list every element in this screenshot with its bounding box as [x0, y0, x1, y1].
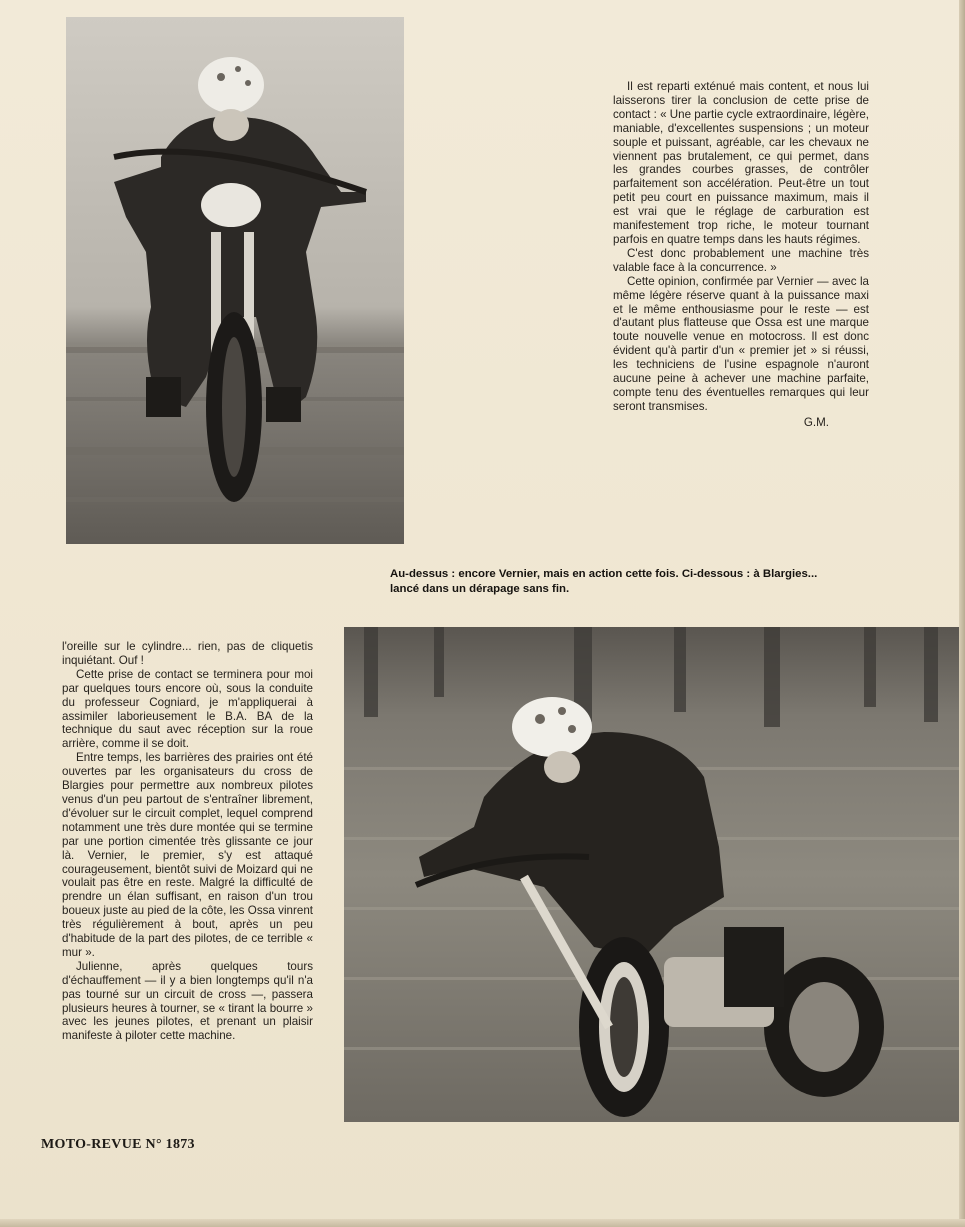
photo-rider-front-image	[66, 17, 404, 544]
article-paragraph: Cette opinion, confirmée par Vernier — avec la même légère réserve quant à la puissance maxi et le même enthousiasme pour le reste — est d'autant plus flatteuse que Ossa est une marque toute nouvelle venue en motocross. Il est donc évident qu'à partir d'un « premier jet » si réussi, les techniciens de l'usine espagnole n'auront aucune peine à achever une machine parfaite, compte tenu des éventuelles remarques qui leur seront transmises.	[613, 274, 869, 413]
photo-rider-slide	[344, 627, 961, 1122]
article-paragraph: l'oreille sur le cylindre... rien, pas de cliquetis inquiétant. Ouf !	[62, 640, 313, 667]
page-footer: MOTO-REVUE N° 1873	[41, 1137, 195, 1152]
photo-rider-front	[66, 17, 404, 544]
article-column-left	[62, 640, 313, 1043]
author-signature: G.M.	[803, 415, 829, 429]
page-edge-bottom	[0, 1219, 965, 1227]
article-paragraph: Entre temps, les barrières des prairies ont été ouvertes par les organisateurs du cross de Blargies pour permettre aux nombreux pilotes venus d'un peu partout de s'entraîner librement, d'évoluer sur le circuit complet, lequel comprend notamment une très dure montée qui se termine par une portion cimentée très glissante ce jour là. Vernier, le premier, s'y est attaqué courageusement, bientôt suivi de Moizard qui ne voulait pas être en reste. Malgré la difficulté de prendre un élan suffisant, en raison d'un trou boueux juste au pied de la côte, les Ossa vinrent très régulièrement à bout, après un peu d'habitude de la part des pilotes, de ce terrible « mur ».	[62, 751, 313, 959]
photo-rider-slide-image	[344, 627, 961, 1122]
article-paragraph: Il est reparti exténué mais content, et nous lui laisserons tirer la conclusion de cette prise de contact : « Une partie cycle extraordinaire, légère, maniable, d'excellentes suspensions ; un moteur souple et puissant, agréable, car les chevaux ne viennent pas brutalement, ce qui permet, dans les grandes courbes grasses, de contrôler parfaitement son accélération. Peut-être un tout petit peu court en puissance maximum, mais il est vrai que le réglage de carburation est manifestement trop riche, le moteur tournant parfois en quatre temps dans les hauts régimes.	[613, 80, 869, 246]
page-edge-right	[959, 0, 965, 1227]
article-column-right	[613, 80, 869, 430]
article-paragraph: C'est donc probablement une machine très valable face à la concurrence. »	[613, 246, 869, 274]
article-paragraph: Julienne, après quelques tours d'échauffement — il y a bien longtemps qu'il n'a pas tourné sur un circuit de cross —, passera plusieurs heures à tourner, se « tirant la bourre » avec les jeunes pilotes, et prenant un plaisir manifeste à piloter cette machine.	[62, 959, 313, 1043]
article-paragraph: Cette prise de contact se terminera pour moi par quelques tours encore où, sous la conduite du professeur Cogniard, je m'appliquerai à assimiler laborieusement le B.A. BA de la technique du saut avec réception sur la roue arrière, comme il se doit.	[62, 667, 313, 751]
photo-caption: Au-dessus : encore Vernier, mais en action cette fois. Ci-dessous : à Blargies... lancé dans un dérapage sans fin.	[390, 568, 818, 595]
